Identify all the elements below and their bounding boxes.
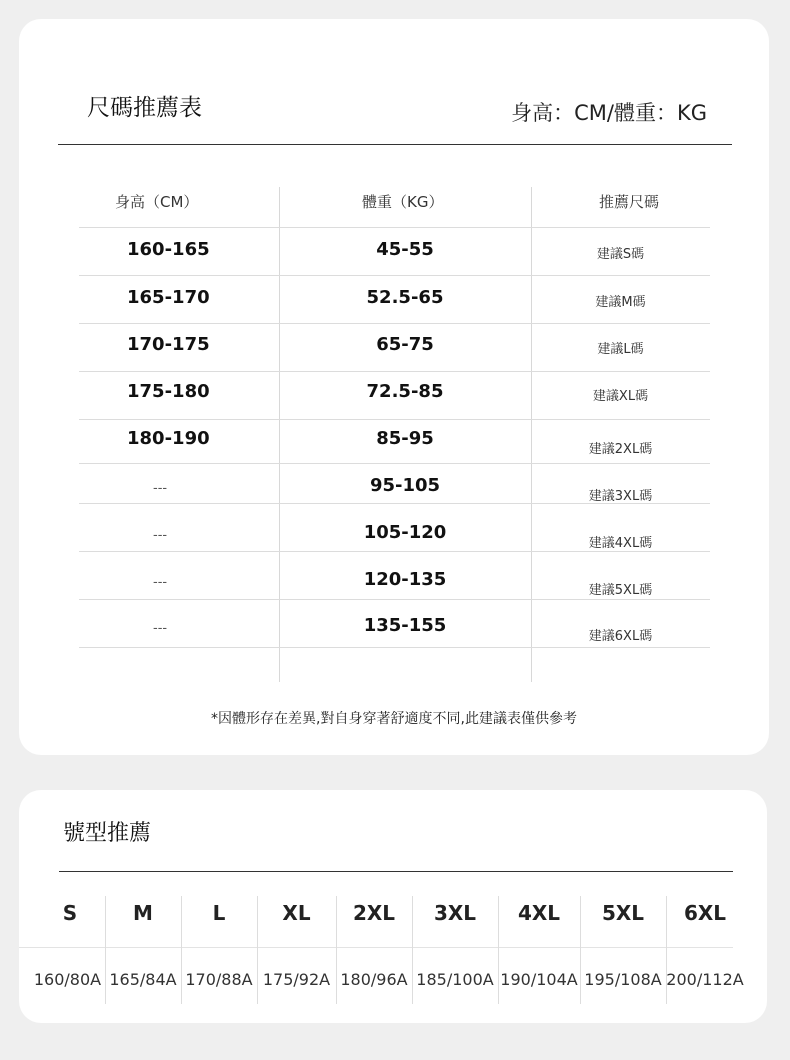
table-cell-weight: 72.5-85 [366,381,444,402]
table-cell-size: 建議5XL碼 [588,583,653,598]
table-cell-weight: 95-105 [369,475,441,496]
table-cell-weight: 105-120 [363,522,447,543]
size-label: 4XL [517,901,561,925]
header-size: 推薦尺碼 [599,193,660,211]
header-height: 身高（CM） [115,193,199,211]
table-cell-height: --- [153,528,168,543]
row-divider [79,323,710,324]
size-label: XL [282,901,311,925]
table-cell-size: 建議L碼 [597,342,644,357]
size-chart-title: 尺碼推薦表 [87,95,202,121]
table-cell-size: 建議4XL碼 [588,536,653,551]
header-weight: 體重（KG） [362,193,444,211]
table-cell-size: 建議S碼 [596,247,645,262]
table-cell-weight: 85-95 [376,428,434,449]
table-cell-height: 180-190 [127,428,210,449]
size-code: 185/100A [416,970,494,989]
table-cell-size: 建議2XL碼 [588,442,653,457]
size-label: L [212,901,226,925]
size-code-title: 號型推薦 [63,821,152,846]
size-label: 6XL [683,901,727,925]
table-cell-height: --- [153,481,168,496]
table-cell-weight: 52.5-65 [366,287,444,308]
size-code: 160/80A [33,970,102,989]
table-cell-size: 建議XL碼 [592,389,649,404]
table-cell-size: 建議3XL碼 [588,489,653,504]
table-cell-weight: 120-135 [363,569,447,590]
size-code: 190/104A [500,970,578,989]
size-label: S [62,901,78,925]
size-code-table [19,896,767,1004]
row-divider [19,947,733,948]
table-cell-height: --- [153,575,168,590]
row-divider [79,463,710,464]
unit-label: 身高：CM/體重：KG [511,101,707,125]
table-cell-size: 建議6XL碼 [588,629,653,644]
size-chart-table [79,187,710,682]
size-chart-card [19,19,769,755]
size-code: 165/84A [109,970,177,989]
size-code: 200/112A [666,970,744,989]
row-divider [79,371,710,372]
disclaimer-note: *因體形存在差異,對自身穿著舒適度不同,此建議表僅供參考 [211,711,577,727]
size-code: 170/88A [185,970,253,989]
size-code: 195/108A [584,970,662,989]
row-divider [79,419,710,420]
table-cell-height: 165-170 [127,287,210,308]
table-cell-height: 170-175 [127,334,210,355]
row-divider [79,551,710,552]
size-code: 175/92A [262,970,331,989]
table-cell-height: --- [153,621,168,636]
row-divider [79,647,710,648]
size-code-card [19,790,767,1023]
size-code: 180/96A [340,970,408,989]
size-label: M [133,901,153,925]
size-label: 3XL [433,901,477,925]
table-cell-size: 建議M碼 [595,295,646,310]
table-cell-weight: 65-75 [376,334,434,355]
row-divider [79,227,710,228]
title-divider [58,144,732,145]
title-divider [59,871,733,872]
table-cell-weight: 45-55 [376,239,434,260]
table-cell-height: 160-165 [127,239,210,260]
size-label: 2XL [352,901,396,925]
table-cell-height: 175-180 [127,381,210,402]
row-divider [79,275,710,276]
table-cell-weight: 135-155 [363,615,447,636]
row-divider [79,599,710,600]
size-label: 5XL [601,901,645,925]
